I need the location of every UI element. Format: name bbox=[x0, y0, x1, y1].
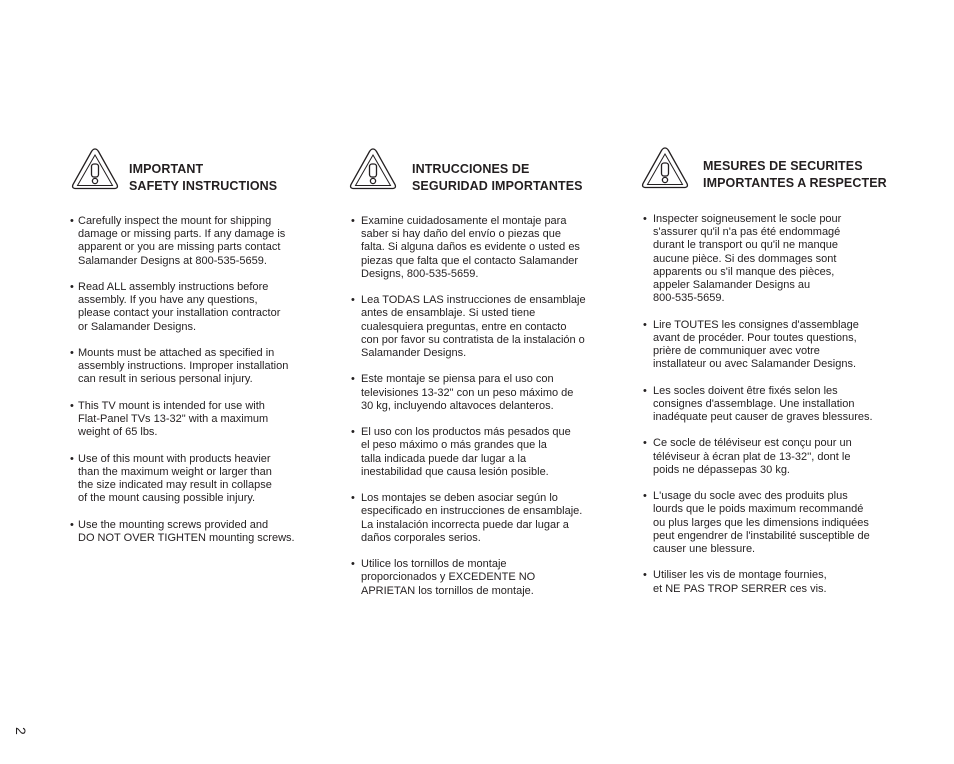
heading-line: SAFETY INSTRUCTIONS bbox=[129, 179, 278, 193]
item-line: el peso máximo o más grandes que la bbox=[361, 439, 547, 452]
item-line: La instalación incorrecta puede dar lugar a bbox=[361, 518, 569, 531]
item-line: • Examine cuidadosamente el montaje para bbox=[361, 215, 567, 227]
item-line: et NE PAS TROP SERRER ces vis. bbox=[653, 582, 827, 595]
item-line: Designs, 800-535-5659. bbox=[361, 267, 479, 280]
list-item bbox=[351, 426, 603, 479]
item-line: • Use of this mount with products heavier bbox=[78, 452, 271, 465]
instruction-list bbox=[643, 213, 891, 609]
item-line: apparent or you are missing parts contact bbox=[78, 241, 281, 254]
list-item bbox=[643, 569, 891, 595]
item-line: televisiones 13-32" con un peso máximo de bbox=[361, 386, 574, 399]
item-line: prière de communiquer avec votre bbox=[653, 345, 820, 358]
item-line: piezas que falta que el contacto Salamander bbox=[361, 254, 579, 267]
item-line: Salamander Designs at 800-535-5659. bbox=[78, 254, 267, 267]
item-line: the size indicated may result in collapse bbox=[78, 479, 272, 491]
section-heading bbox=[703, 158, 887, 192]
item-line: durant le transport ou qu'il ne manque bbox=[653, 239, 838, 252]
warning-triangle-icon bbox=[348, 146, 398, 192]
item-line: • Mounts must be attached as specified in bbox=[78, 347, 275, 359]
item-line: consignes d'assemblage. Une installation bbox=[653, 397, 855, 410]
list-item bbox=[643, 490, 891, 556]
item-line: s'assurer qu'il n'a pas été endommagé bbox=[653, 226, 841, 239]
item-line: damage or missing parts. If any damage is bbox=[78, 228, 286, 241]
item-line: con por favor su contratista de la instalación o bbox=[361, 333, 585, 346]
warning-triangle-icon bbox=[70, 146, 120, 192]
list-item bbox=[643, 319, 891, 372]
item-line: • Inspecter soigneusement le socle pour bbox=[653, 213, 842, 225]
item-line: can result in serious personal injury. bbox=[78, 373, 253, 386]
section-heading bbox=[412, 161, 583, 195]
item-line: assembly. If you have any questions, bbox=[78, 294, 258, 307]
item-line: • This TV mount is intended for use with bbox=[78, 399, 265, 412]
item-line: cualesquiera preguntas, entre en contacto bbox=[361, 320, 567, 333]
item-line: • Lire TOUTES les consignes d'assemblage bbox=[653, 318, 859, 331]
item-line: APRIETAN los tornillos de montaje. bbox=[361, 584, 534, 597]
item-line: proporcionados y EXCEDENTE NO bbox=[361, 571, 536, 584]
item-line: of the mount causing possible injury. bbox=[78, 492, 256, 505]
item-line: appeler Salamander Designs au bbox=[653, 279, 811, 292]
list-item bbox=[351, 492, 603, 545]
item-line: inadéquate peut causer de graves blessures. bbox=[653, 411, 873, 424]
item-line: • Ce socle de téléviseur est conçu pour un bbox=[653, 437, 852, 450]
item-line: falta. Si alguna daños es evidente o usted es bbox=[361, 241, 580, 254]
page-number bbox=[14, 727, 28, 741]
item-line: aucune pièce. Si des dommages sont bbox=[653, 252, 837, 265]
item-line: • Les socles doivent être fixés selon les bbox=[653, 384, 838, 397]
heading-line: IMPORTANTES A RESPECTER bbox=[703, 176, 887, 190]
heading-line: IMPORTANT bbox=[129, 162, 204, 176]
heading-line: SEGURIDAD IMPORTANTES bbox=[412, 179, 583, 193]
item-line: lourds que le poids maximum recommandé bbox=[653, 503, 864, 516]
list-item bbox=[70, 519, 315, 545]
item-line: especificado en instrucciones de ensamblaje. bbox=[361, 505, 583, 518]
list-item bbox=[643, 437, 891, 477]
item-line: 30 kg, incluyendo altavoces delanteros. bbox=[361, 399, 554, 412]
item-line: than the maximum weight or larger than bbox=[78, 465, 272, 478]
instruction-list bbox=[351, 215, 603, 611]
list-item bbox=[70, 453, 315, 506]
item-line: saber si hay daño del envío o piezas que bbox=[361, 228, 561, 241]
item-line: apparents ou s'il manque des pièces, bbox=[653, 265, 835, 278]
item-line: téléviseur à écran plat de 13-32'', dont le bbox=[653, 450, 851, 463]
item-line: inestabilidad que causa lesión posible. bbox=[361, 465, 549, 478]
item-line: talla indicada puede dar lugar a la bbox=[361, 452, 527, 465]
list-item bbox=[70, 281, 315, 334]
item-line: Flat-Panel TVs 13-32" with a maximum bbox=[78, 413, 269, 425]
item-line: • Este montaje se piensa para el uso con bbox=[361, 373, 554, 386]
heading-line: MESURES DE SECURITES bbox=[703, 159, 863, 173]
list-item bbox=[643, 213, 891, 305]
item-line: antes de ensamblaje. Si usted tiene bbox=[361, 307, 536, 320]
item-line: causer une blessure. bbox=[653, 543, 756, 556]
list-item bbox=[351, 294, 603, 360]
item-line: • Los montajes se deben asociar según lo bbox=[361, 492, 558, 505]
list-item bbox=[351, 373, 603, 413]
item-line: please contact your installation contractor bbox=[78, 307, 281, 320]
item-line: DO NOT OVER TIGHTEN mounting screws. bbox=[78, 531, 295, 544]
item-line: weight of 65 lbs. bbox=[78, 426, 158, 439]
item-line: • Utilice los tornillos de montaje bbox=[361, 558, 507, 571]
heading-line: INTRUCCIONES DE bbox=[412, 162, 530, 176]
item-line: • L'usage du socle avec des produits plus bbox=[653, 490, 848, 503]
item-line: assembly instructions. Improper installation bbox=[78, 360, 289, 373]
item-line: Salamander Designs. bbox=[361, 347, 467, 360]
list-item bbox=[70, 400, 315, 440]
item-line: or Salamander Designs. bbox=[78, 320, 197, 333]
instruction-list bbox=[70, 215, 315, 558]
list-item bbox=[351, 215, 603, 281]
item-line: avant de procéder. Pour toutes questions, bbox=[653, 331, 857, 344]
item-line: • Read ALL assembly instructions before bbox=[78, 281, 269, 293]
item-line: 800-535-5659. bbox=[653, 292, 725, 305]
page-number-text: 2 bbox=[13, 727, 29, 735]
item-line: • El uso con los productos más pesados que bbox=[361, 426, 571, 439]
item-line: • Utiliser les vis de montage fournies, bbox=[653, 569, 827, 582]
list-item bbox=[351, 558, 603, 598]
item-line: daños corporales serios. bbox=[361, 531, 481, 544]
item-line: • Lea TODAS LAS instrucciones de ensamblaje bbox=[361, 294, 586, 307]
item-line: • Carefully inspect the mount for shipping bbox=[78, 215, 272, 227]
list-item bbox=[643, 385, 891, 425]
list-item bbox=[70, 347, 315, 387]
item-line: ou plus larges que les dimensions indiquées bbox=[653, 516, 869, 529]
item-line: poids ne dépassepas 30 kg. bbox=[653, 463, 790, 476]
warning-triangle-icon bbox=[640, 145, 690, 191]
section-heading bbox=[129, 161, 277, 195]
item-line: installateur ou avec Salamander Designs. bbox=[653, 358, 857, 371]
item-line: peut engendrer de l'instabilité susceptible de bbox=[653, 529, 870, 542]
list-item bbox=[70, 215, 315, 268]
item-line: • Use the mounting screws provided and bbox=[78, 518, 269, 531]
